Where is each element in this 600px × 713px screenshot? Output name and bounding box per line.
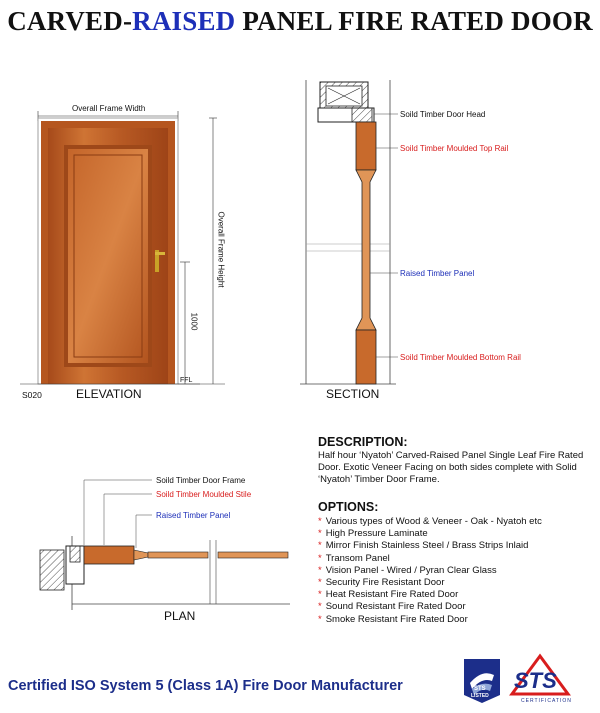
option-item: * Security Fire Resistant Door xyxy=(318,577,445,589)
overall-width-label: Overall Frame Width xyxy=(72,104,146,113)
sts-cert-bottom: CERTIFICATION xyxy=(521,698,572,704)
section-label-raised-panel: Raised Timber Panel xyxy=(400,269,475,278)
option-item: * Sound Resistant Fire Rated Door xyxy=(318,601,466,613)
section-label-top-rail: Soild Timber Moulded Top Rail xyxy=(400,144,509,153)
option-item: * Transom Panel xyxy=(318,552,390,564)
sts-listed-bottom: LISTED xyxy=(471,693,489,699)
option-item: * Heat Resistant Fire Rated Door xyxy=(318,589,459,601)
section-label-bottom-rail: Soild Timber Moulded Bottom Rail xyxy=(400,353,521,362)
title-part-3: PANEL FIRE RATED DOOR xyxy=(235,6,593,36)
section-caption: SECTION xyxy=(326,387,380,401)
option-item: * Various types of Wood & Veneer - Oak - Nyatoh etc xyxy=(318,516,542,527)
plan-label-moulded-stile: Soild Timber Moulded Stile xyxy=(156,490,252,499)
option-item: * High Pressure Laminate xyxy=(318,528,428,540)
options-list xyxy=(318,516,542,626)
option-item: * Vision Panel - Wired / Pyran Clear Glass xyxy=(318,564,497,576)
footer-certification: Certified ISO System 5 (Class 1A) Fire Door Manufacturer xyxy=(8,678,403,694)
option-item: * Mirror Finish Stainless Steel / Brass Strips Inlaid xyxy=(318,540,529,552)
plan-label-raised-panel: Raised Timber Panel xyxy=(156,511,231,520)
title-part-1: CARVED- xyxy=(7,6,133,36)
description-heading: DESCRIPTION: xyxy=(318,435,408,449)
title-highlight: RAISED xyxy=(132,6,236,36)
plan-caption: PLAN xyxy=(164,609,196,623)
dim-1000-label: 1000 xyxy=(189,312,199,331)
door-code: S020 xyxy=(22,390,42,400)
option-item: * Smoke Resistant Fire Rated Door xyxy=(318,613,468,625)
description-body: Half hour ‘Nyatoh’ Carved-Raised Panel Single Leaf Fire Rated Door. Exotic Veneer Facing on both sides complete with Solid ‘Nyatoh’ Timber Door Frame. xyxy=(318,450,584,485)
ffl-label: FFL xyxy=(180,377,193,384)
sts-cert-top: STS xyxy=(514,668,557,693)
options-heading: OPTIONS: xyxy=(318,500,379,514)
sts-listed-top: STS xyxy=(474,686,486,692)
elevation-caption: ELEVATION xyxy=(76,387,142,401)
plan-label-door-frame: Soild Timber Door Frame xyxy=(156,476,246,485)
overall-height-label: Overall Frame Height xyxy=(216,211,226,288)
section-label-door-head: Soild Timber Door Head xyxy=(400,110,486,119)
